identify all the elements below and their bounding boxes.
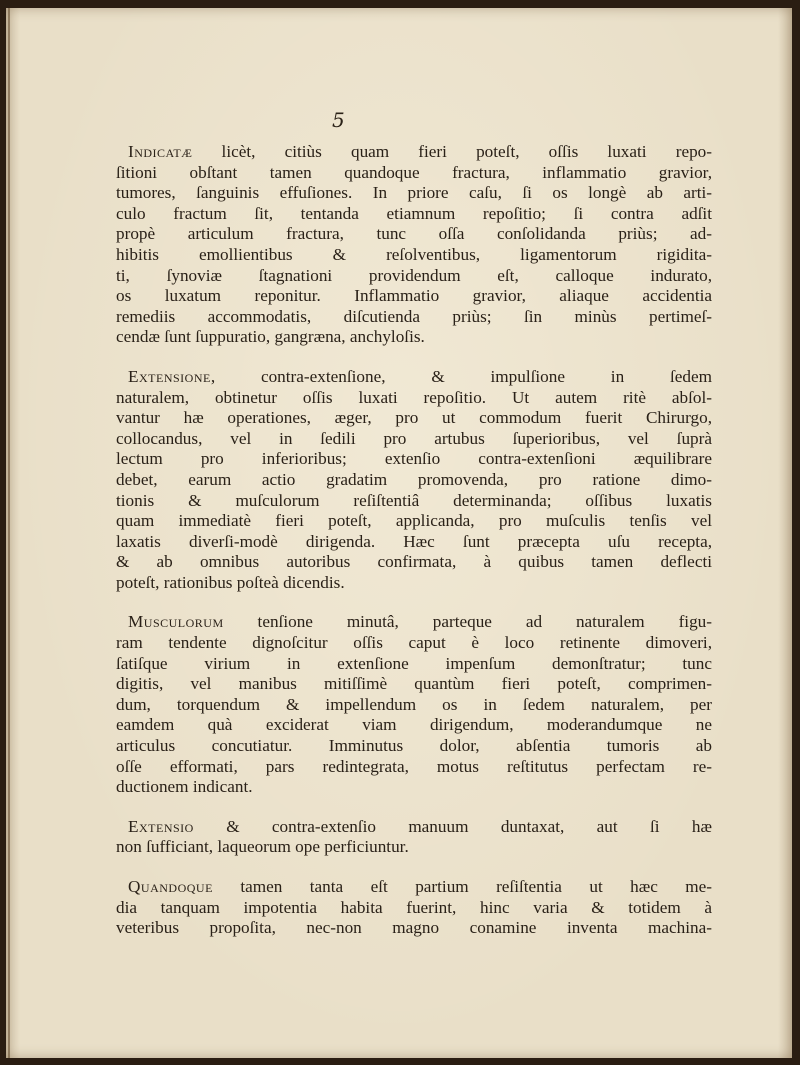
text-line: collocandus, vel in ſedili pro artubus ſuperioribus, vel ſuprà — [116, 428, 712, 448]
page-number: 5 — [332, 108, 345, 132]
paragraph-extensio — [116, 817, 712, 858]
text-line: Extensione, contra-extenſione, & impulſione in ſedem — [128, 366, 712, 386]
text-line: ti, ſynoviæ ſtagnationi providendum eſt, calloque indurato, — [116, 265, 712, 285]
text-line: dia tanquam impotentia habita fuerint, hinc varia & totidem à — [116, 897, 712, 917]
text-line: Musculorum tenſione minutâ, parteque ad naturalem figu- — [128, 612, 712, 632]
paragraph-extensione — [116, 367, 712, 594]
text-line: hibitis emollientibus & reſolventibus, ligamentorum rigidita- — [116, 244, 712, 264]
page-edge-shadow — [8, 8, 10, 1058]
book-page — [6, 8, 792, 1058]
paragraph-lead-word: Musculorum — [128, 612, 224, 632]
text-line: ſitioni obſtant tamen quandoque fractura, inflammatio gravior, — [116, 162, 712, 182]
text-line: vantur hæ operationes, æger, pro ut commodum fuerit Chirurgo, — [116, 408, 712, 428]
paragraph-lead-word: Quandoque — [128, 877, 213, 896]
text-line: Indicatæ licèt, citiùs quam fieri poteſt, oſſis luxati repo- — [128, 142, 712, 161]
text-line: Quandoque tamen tanta eſt partium reſiſtentia ut hæc me- — [128, 877, 712, 896]
text-line: Extensio & contra-extenſio manuum duntaxat, aut ſi hæ — [128, 816, 712, 836]
text-line: quam immediatè fieri poteſt, applicanda, pro muſculis tenſis vel — [116, 511, 712, 531]
text-line: eamdem quà exciderat viam dirigendum, moderandumque ne — [116, 715, 712, 735]
paragraph-indicatae — [116, 142, 712, 348]
paragraph-lead-word: Extensione — [128, 366, 211, 386]
text-line: cendæ ſunt ſuppuratio, gangræna, anchyloſis. — [116, 327, 425, 347]
text-line: & ab omnibus autoribus confirmata, à quibus tamen deflecti — [116, 552, 712, 572]
text-line: poteſt, rationibus poſteà dicendis. — [116, 572, 345, 592]
body-text — [116, 142, 712, 958]
paragraph-musculorum — [116, 612, 712, 797]
text-line: laxatis diverſi-modè dirigenda. Hæc ſunt præcepta uſu recepta, — [116, 531, 712, 551]
text-line: lectum pro inferioribus; extenſio contra-extenſioni æquilibrare — [116, 449, 712, 469]
text-line: tionis & muſculorum reſiſtentiâ determinanda; oſſibus luxatis — [116, 490, 712, 510]
text-line: ſatiſque virium in extenſione impenſum demonſtratur; tunc — [116, 653, 712, 673]
text-line: non ſufficiant, laqueorum ope perficiuntur. — [116, 837, 409, 857]
text-line: dum, torquendum & impellendum os in ſedem naturalem, per — [116, 694, 712, 714]
text-line: articulus concutiatur. Imminutus dolor, abſentia tumoris ab — [116, 736, 712, 756]
text-line: remediis accommodatis, diſcutienda priùs; ſin minùs pertimeſ- — [116, 306, 712, 326]
text-line: digitis, vel manibus mitiſſimè quantùm fieri poteſt, comprimen- — [116, 674, 712, 694]
text-line: naturalem, obtinetur oſſis luxati repoſitio. Ut autem ritè abſol- — [116, 387, 712, 407]
text-line: debet, earum actio gradatim promovenda, pro ratione dimo- — [116, 469, 712, 489]
text-line: oſſe efformati, pars redintegrata, motus reſtitutus perfectam re- — [116, 756, 712, 776]
text-line: ram tendente dignoſcitur oſſis caput è loco retinente dimoveri, — [116, 633, 712, 653]
text-line: culo fractum ſit, tentanda etiamnum repoſitio; ſi contra adſit — [116, 203, 712, 223]
text-line: veteribus propoſita, nec-non magno conamine inventa machina- — [116, 918, 712, 938]
paragraph-quandoque — [116, 877, 712, 939]
paragraph-lead-word: Indicatæ — [128, 142, 193, 161]
text-line: ductionem indicant. — [116, 777, 253, 797]
text-line: propè articulum fractura, tunc oſſa conſolidanda priùs; ad- — [116, 224, 712, 244]
text-line: tumores, ſanguinis effuſiones. In priore caſu, ſi os longè ab arti- — [116, 183, 712, 203]
paragraph-lead-word: Extensio — [128, 816, 194, 836]
text-line: os luxatum reponitur. Inflammatio gravior, aliaque accidentia — [116, 286, 712, 306]
